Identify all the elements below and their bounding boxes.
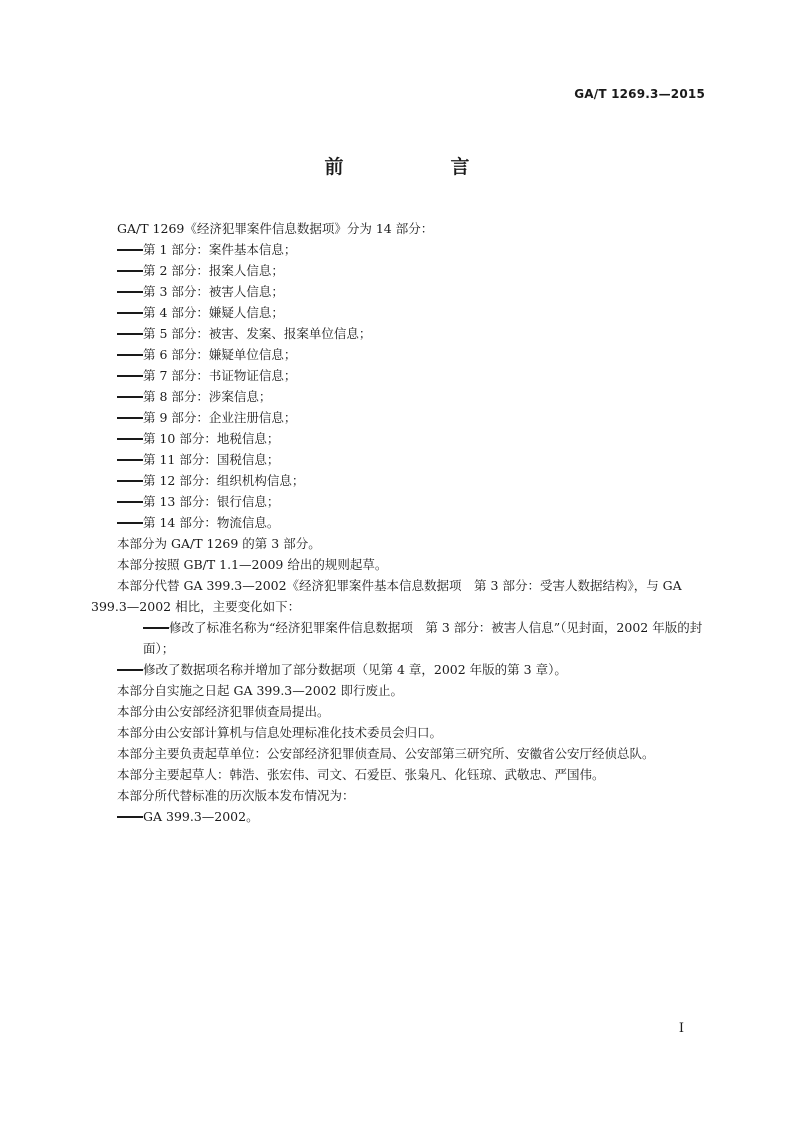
list-item: 第 12 部分：组织机构信息； [91, 470, 713, 491]
change-item: 修改了标准名称为“经济犯罪案件信息数据项 第 3 部分：被害人信息”（见封面，2002 年版的封面）； [143, 620, 703, 656]
list-item: 第 13 部分：银行信息； [91, 491, 713, 512]
dash-mark [117, 333, 143, 335]
list-item: 第 14 部分：物流信息。 [91, 512, 713, 533]
history-intro-paragraph: 本部分所代替标准的历次版本发布情况为： [117, 788, 355, 803]
dash-mark [143, 627, 169, 629]
dash-mark [117, 438, 143, 440]
dash-mark [117, 816, 143, 818]
dash-mark [117, 669, 143, 671]
list-item: 第 9 部分：企业注册信息； [91, 407, 713, 428]
history-item: GA 399.3—2002。 [91, 806, 713, 827]
dash-mark [117, 396, 143, 398]
dash-mark [117, 375, 143, 377]
dash-mark [117, 270, 143, 272]
dash-mark [117, 480, 143, 482]
dash-mark [117, 291, 143, 293]
dash-mark [117, 522, 143, 524]
page-title: 前 言 [324, 156, 514, 178]
list-item: 第 5 部分：被害、发案、报案单位信息； [91, 323, 713, 344]
list-item: 第 8 部分：涉案信息； [91, 386, 713, 407]
managed-by-paragraph: 本部分由公安部计算机与信息处理标准化技术委员会归口。 [117, 725, 443, 740]
proposed-by-paragraph: 本部分由公安部经济犯罪侦查局提出。 [117, 704, 330, 719]
foreword-body [91, 218, 713, 827]
dash-mark [117, 459, 143, 461]
change-item: 修改了数据项名称并增加了部分数据项（见第 4 章，2002 年版的第 3 章）。 [91, 659, 713, 680]
dash-mark [117, 417, 143, 419]
intro-paragraph: GA/T 1269《经济犯罪案件信息数据项》分为 14 部分： [117, 221, 434, 236]
list-item: 第 4 部分：嫌疑人信息； [91, 302, 713, 323]
list-item: 第 2 部分：报案人信息； [91, 260, 713, 281]
list-item: 第 1 部分：案件基本信息； [91, 239, 713, 260]
list-item: 第 3 部分：被害人信息； [91, 281, 713, 302]
abolish-paragraph: 本部分自实施之日起 GA 399.3—2002 即行废止。 [117, 683, 404, 698]
dash-mark [117, 312, 143, 314]
list-item: 第 11 部分：国税信息； [91, 449, 713, 470]
drafters-paragraph: 本部分主要起草人：韩浩、张宏伟、司文、石爱臣、张枭凡、化钰琼、武敬忠、严国伟。 [117, 767, 605, 782]
this-part-paragraph: 本部分为 GA/T 1269 的第 3 部分。 [117, 536, 321, 551]
replaces-paragraph: 本部分代替 GA 399.3—2002《经济犯罪案件基本信息数据项 第 3 部分：受害人数据结构》，与 GA 399.3—2002 相比，主要变化如下： [91, 578, 682, 614]
list-item: 第 10 部分：地税信息； [91, 428, 713, 449]
dash-mark [117, 501, 143, 503]
list-item: 第 7 部分：书证物证信息； [91, 365, 713, 386]
page-number: I [678, 1021, 684, 1036]
drafting-rules-paragraph: 本部分按照 GB/T 1.1—2009 给出的规则起草。 [117, 557, 388, 572]
dash-mark [117, 249, 143, 251]
standard-code: GA/T 1269.3—2015 [574, 87, 705, 101]
drafting-units-paragraph: 本部分主要负责起草单位：公安部经济犯罪侦查局、公安部第三研究所、安徽省公安厅经侦总队。 [117, 746, 655, 761]
list-item: 第 6 部分：嫌疑单位信息； [91, 344, 713, 365]
parts-list [91, 239, 713, 533]
dash-mark [117, 354, 143, 356]
